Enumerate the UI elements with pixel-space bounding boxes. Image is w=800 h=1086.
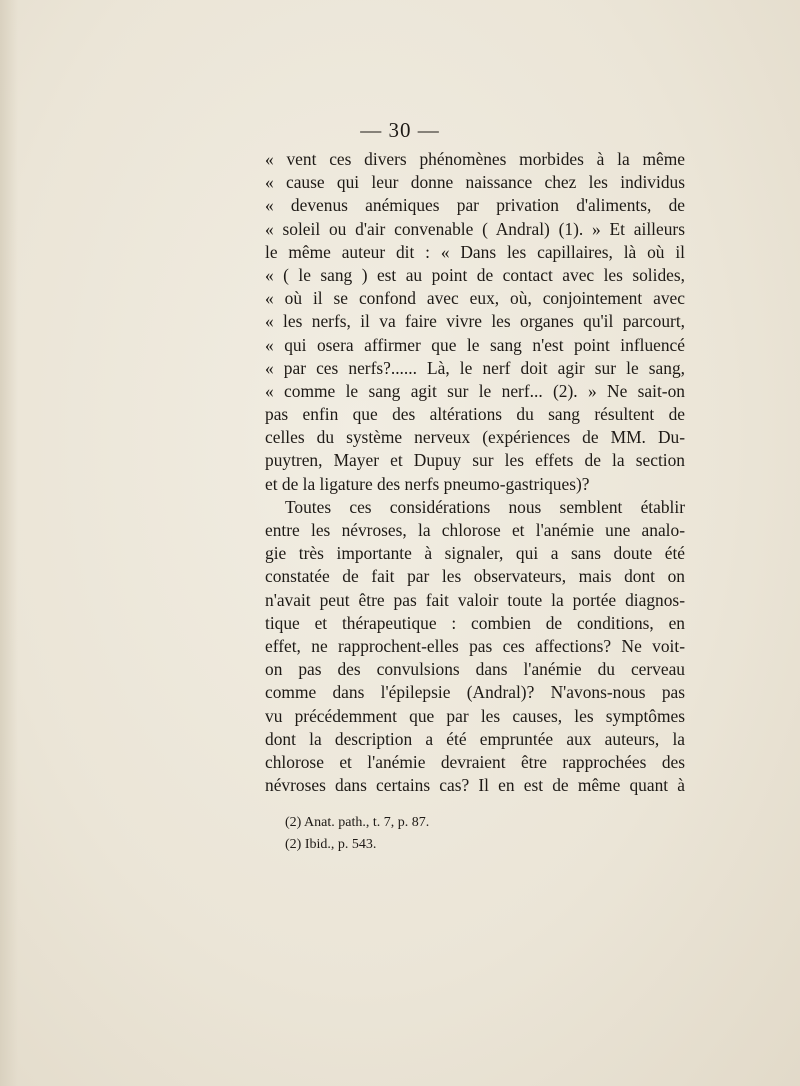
text-line: névroses dans certains cas? Il en est de même quant à [265,775,685,796]
body-text [265,148,685,797]
text-line: « devenus anémiques par privation d'aliments, de [265,195,685,216]
text-line: on pas des convulsions dans l'anémie du cerveau [265,659,685,680]
text-line: effet, ne rapprochent-elles pas ces affections? Ne voit- [265,635,685,656]
text-line: puytren, Mayer et Dupuy sur les effets de la section [265,450,685,471]
text-line: Toutes ces considérations nous semblent établir [285,496,685,517]
text-line: « par ces nerfs?...... Là, le nerf doit agir sur le sang, [265,357,685,378]
text-line: « cause qui leur donne naissance chez les individus [265,172,685,193]
text-line: vu précédemment que par les causes, les symptômes [265,705,685,726]
text-line: comme dans l'épilepsie (Andral)? N'avons-nous pas [265,682,685,703]
footnote: (2) Ibid., p. 543. [285,837,377,852]
page-number: — 30 — [360,118,440,142]
text-line: celles du système nerveux (expériences de MM. Du- [265,427,685,448]
footnotes [285,812,685,856]
text-line: « les nerfs, il va faire vivre les organes qu'il parcourt, [265,311,685,332]
text-line: constatée de fait par les observateurs, mais dont on [265,566,685,587]
text-line: « ( le sang ) est au point de contact avec les solides, [265,264,685,285]
text-line: gie très importante à signaler, qui a sans doute été [265,543,685,564]
text-line: « soleil ou d'air convenable ( Andral) (1). » Et ailleurs [265,218,685,239]
text-line: le même auteur dit : « Dans les capillaires, là où il [265,241,685,262]
text-line: « qui osera affirmer que le sang n'est point influencé [265,334,685,355]
text-line: n'avait peut être pas fait valoir toute la portée diagnos- [265,589,685,610]
text-line: entre les névroses, la chlorose et l'anémie une analo- [265,520,685,540]
text-line: « comme le sang agit sur le nerf... (2). » Ne sait-on [265,380,685,401]
footnote: (2) Anat. path., t. 7, p. 87. [285,815,430,830]
text-line: chlorose et l'anémie devraient être rapprochées des [265,751,685,772]
page-edge-shadow [0,0,18,1086]
text-line: dont la description a été empruntée aux auteurs, la [265,728,685,749]
text-line: et de la ligature des nerfs pneumo-gastriques)? [265,473,590,494]
text-line: pas enfin que des altérations du sang résultent de [265,404,685,425]
text-line: « vent ces divers phénomènes morbides à la même [265,149,685,169]
text-line: « où il se confond avec eux, où, conjointement avec [265,288,685,309]
text-line: tique et thérapeutique : combien de conditions, en [265,612,685,633]
